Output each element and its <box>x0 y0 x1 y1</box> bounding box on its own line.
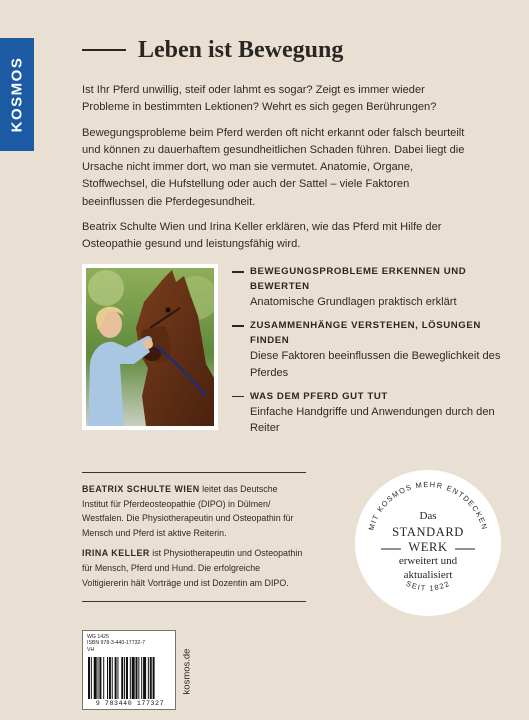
barcode-bar <box>143 657 146 699</box>
publisher-url-text[interactable]: kosmos.de <box>181 648 193 694</box>
feature-title: BEWEGUNGSPROBLEME ERKENNEN UND BEWERTEN <box>250 266 467 292</box>
feature-item <box>232 389 502 437</box>
seal-line-5: aktualisiert <box>403 569 453 581</box>
intro-paragraph-3: Beatrix Schulte Wien und Irina Keller erklären, wie das Pferd mit Hilfe der Osteopathie gesund und leistungsfähig wird. <box>82 221 442 251</box>
seal-arc-top: MIT KOSMOS MEHR ENTDECKEN <box>366 479 490 532</box>
barcode-bar <box>94 657 97 699</box>
feature-description: Diese Faktoren beeinflussen die Beweglichkeit des Pferdes <box>250 350 501 379</box>
seal-line-3: WERK <box>408 540 448 554</box>
barcode-bars <box>87 657 173 699</box>
seal-line-1: Das <box>419 510 437 522</box>
feature-description: Anatomische Grundlagen praktisch erklärt <box>250 296 457 308</box>
barcode-digits: 9 783440 177327 <box>95 700 165 707</box>
author-description: leitet das Deutsche Institut für Pferdeosteopathie (DIPO) in Dülmen/ Westfalen. Die Physiotherapeutin und Osteopathin für Mensch und Pferd ist aktive Reiterin. <box>82 484 294 538</box>
intro-paragraph-1: Ist Ihr Pferd unwillig, steif oder lahmt es sogar? Zeigt es immer wieder Probleme in bestimmten Lektionen? Wehrt es sich gegen Berührungen? <box>82 84 437 114</box>
barcode-bar <box>103 657 104 699</box>
barcode-bar <box>88 657 90 699</box>
headline-title: Leben ist Bewegung <box>138 36 344 63</box>
barcode-panel <box>82 630 176 710</box>
author-bio-paragraph <box>82 546 306 590</box>
barcode-bar <box>150 657 152 699</box>
author-name: IRINA KELLER <box>82 548 150 559</box>
feature-title: WAS DEM PFERD GUT TUT <box>250 390 388 402</box>
intro-text <box>82 82 474 262</box>
publisher-logo-text: KOSMOS <box>8 56 26 133</box>
intro-paragraph-2: Bewegungsprobleme beim Pferd werden oft nicht erkannt oder falsch beurteilt und können zu dauerhaftem gesundheitlichen Schaden führen. Dabei liegt die Ursache nicht immer dort, wo man sie vermutet. Anatomie, Organe, Stoffwechsel, die Hufstellung oder auch der Sattel – viele Faktoren beeinflussen die Pferdegesundheit. <box>82 126 465 208</box>
headline-rule <box>82 49 126 51</box>
barcode-bar <box>130 657 131 699</box>
barcode-bar <box>148 657 149 699</box>
barcode-bar <box>136 657 138 699</box>
seal-line-2: STANDARD <box>392 525 464 539</box>
barcode-bar <box>107 657 108 699</box>
barcode-bar <box>98 657 99 699</box>
isbn-text: ISBN 978-3-440-17732-7 <box>87 640 145 647</box>
barcode-meta <box>87 634 145 653</box>
barcode-suffix: VH <box>87 646 95 653</box>
feature-title: ZUSAMMENHÄNGE VERSTEHEN, LÖSUNGEN FINDEN <box>250 320 481 347</box>
barcode-bar <box>115 657 117 699</box>
barcode-bar <box>132 657 135 699</box>
barcode-bar <box>126 657 128 699</box>
product-code: WG 1425 <box>87 634 109 640</box>
author-name: BEATRIX SCHULTE WIEN <box>82 484 200 494</box>
barcode-bar <box>121 657 123 699</box>
standard-work-seal <box>355 470 501 616</box>
feature-list <box>232 264 502 444</box>
author-bio <box>82 472 306 602</box>
barcode-bar <box>109 657 111 699</box>
barcode-bar <box>153 657 155 699</box>
barcode-bar <box>112 657 113 699</box>
publisher-url[interactable] <box>180 632 194 710</box>
barcode-bar <box>141 657 142 699</box>
horse-therapist-photo <box>86 268 214 426</box>
feature-description: Einfache Handgriffe und Anwendungen durch den Reiter <box>250 405 495 435</box>
cover-photo <box>82 264 218 430</box>
author-bio-paragraph <box>82 482 306 540</box>
publisher-logo <box>0 38 34 151</box>
barcode-bar <box>138 657 139 699</box>
feature-item <box>232 264 502 310</box>
barcode-bar <box>124 657 125 699</box>
author-description: ist Physiotherapeutin und Osteopathin für Mensch, Pferd und Hund. Die erfolgreiche Voltigiererin hält Vorträge und ist Dozentin am DIPO. <box>82 548 303 588</box>
seal-line-4: erweitert und <box>398 555 458 567</box>
barcode-bar <box>99 657 101 699</box>
feature-dash <box>232 271 244 273</box>
barcode-bar <box>117 657 118 699</box>
feature-dash <box>232 325 244 327</box>
seal-arc-bottom: SEIT 1822 <box>404 578 452 593</box>
barcode-bar <box>91 657 92 699</box>
headline <box>82 30 502 70</box>
feature-dash <box>232 396 244 398</box>
feature-item <box>232 318 502 381</box>
